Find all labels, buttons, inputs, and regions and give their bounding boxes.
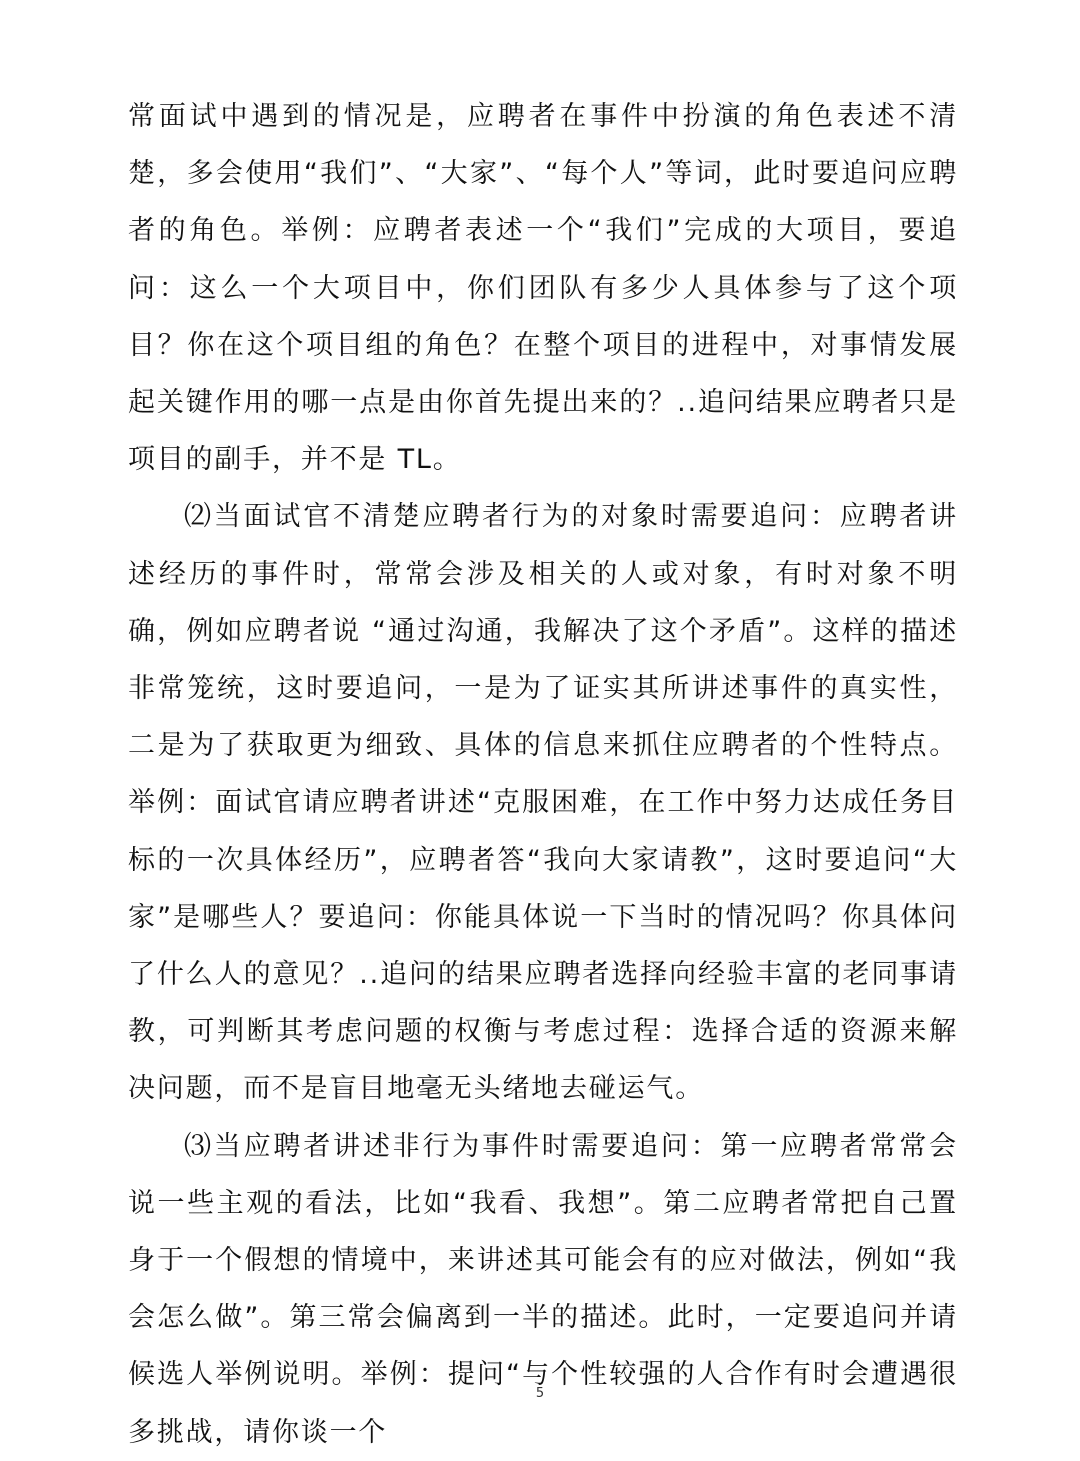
body-text bbox=[128, 88, 958, 1461]
paragraph-1: 常面试中遇到的情况是，应聘者在事件中扮演的角色表述不清楚，多会使用“我们”、“大家”、“每个人”等词，此时要追问应聘者的角色。举例：应聘者表述一个“我们”完成的大项目，要追问：这么一个大项目中，你们团队有多少人具体参与了这个项目？你在这个项目组的角色？在整个项目的进程中，对事情发展起关键作用的哪一点是由你首先提出来的？..追问结果应聘者只是项目的副手，并不是 TL。 bbox=[128, 101, 958, 476]
page-number: 5 bbox=[535, 1386, 545, 1401]
paragraph-3: ⑶当应聘者讲述非行为事件时需要追问：第一应聘者常常会说一些主观的看法，比如“我看、我想”。第二应聘者常把自己置身于一个假想的情境中，来讲述其可能会有的应对做法，例如“我会怎么做”。第三常会偏离到一半的描述。此时，一定要追问并请候选人举例说明。举例：提问“与个性较强的人合作有时会遭遇很多挑战，请你谈一个 bbox=[128, 1130, 958, 1448]
paragraph-2: ⑵当面试官不清楚应聘者行为的对象时需要追问：应聘者讲述经历的事件时，常常会涉及相关的人或对象，有时对象不明确，例如应聘者说 “通过沟通，我解决了这个矛盾”。这样的描述非常笼统，这时要追问，一是为了证实其所讲述事件的真实性，二是为了获取更为细致、具体的信息来抓住应聘者的个性特点。举例：面试官请应聘者讲述“克服困难，在工作中努力达成任务目标的一次具体经历”，应聘者答“我向大家请教”，这时要追问“大家”是哪些人？要追问：你能具体说一下当时的情况吗？你具体问了什么人的意见？..追问的结果应聘者选择向经验丰富的老同事请教，可判断其考虑问题的权衡与考虑过程：选择合适的资源来解决问题，而不是盲目地毫无头绪地去碰运气。 bbox=[128, 501, 958, 1105]
